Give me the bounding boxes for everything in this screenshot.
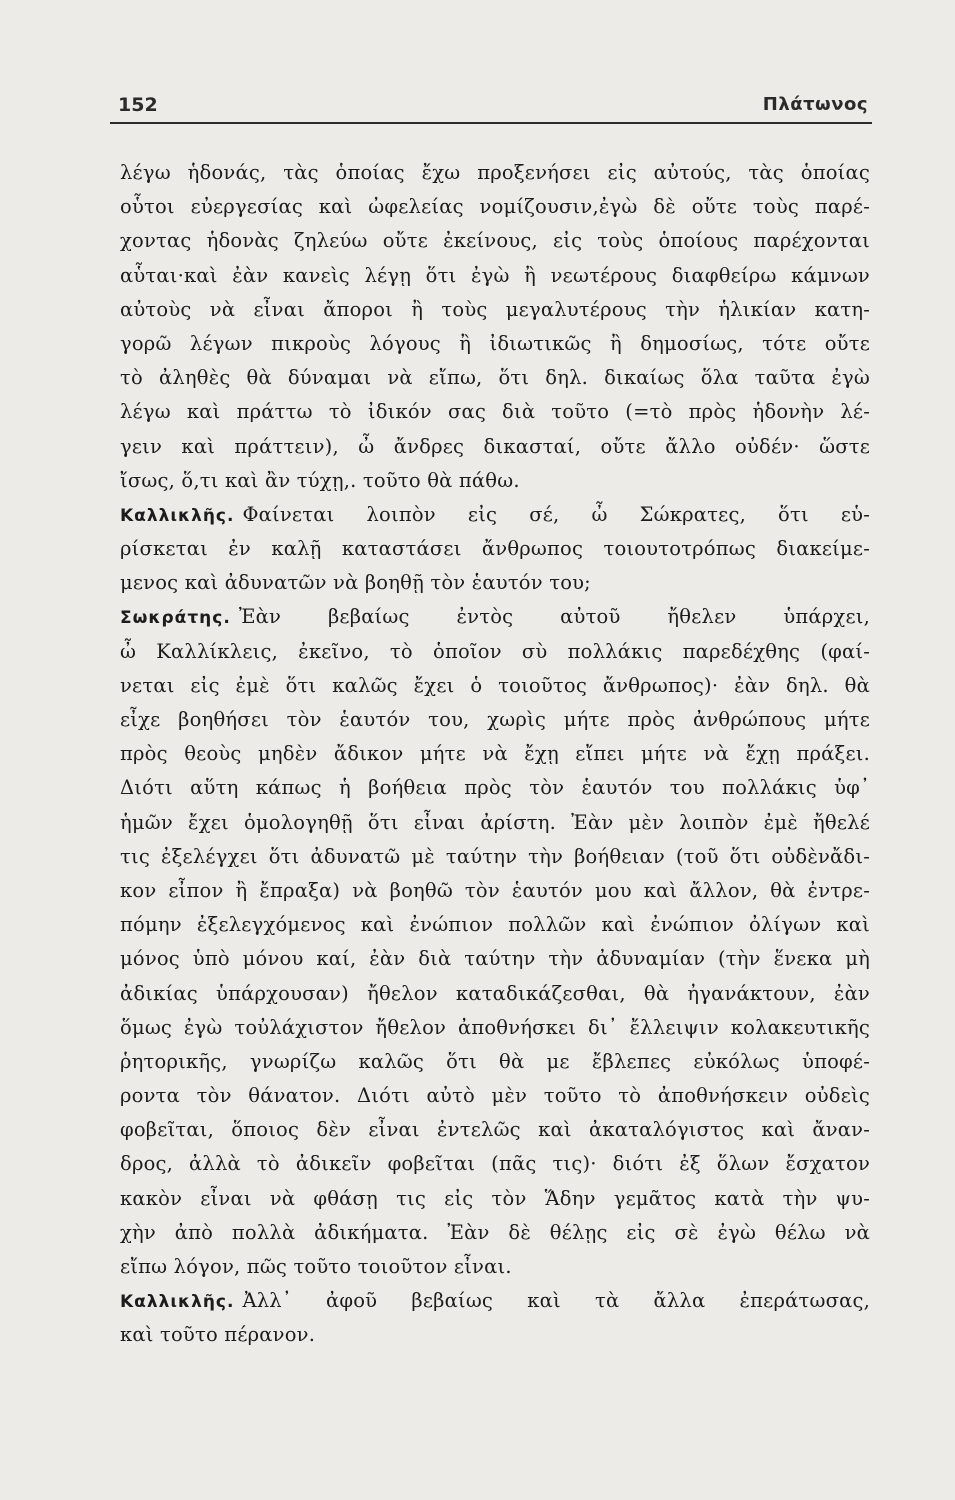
line-text: Ἐὰν βεβαίως ἐντὸς αὐτοῦ ἤθελεν ὑπάρχει, — [238, 605, 870, 629]
body-text — [120, 156, 870, 1353]
text-line — [120, 1011, 870, 1045]
text-line — [120, 977, 870, 1011]
line-text: νεται εἰς ἐμὲ ὅτι καλῶς ἔχει ὁ τοιοῦτος ἄνθρωπος)· ἐὰν δηλ. θὰ — [120, 673, 870, 697]
text-line — [120, 156, 870, 190]
line-text: εἶχε βοηθήσει τὸν ἑαυτόν του, χωρὶς μήτε πρὸς ἀνθρώπους μήτε — [120, 708, 870, 731]
line-text: ἀδικίας ὑπάρχουσαν) ἤθελον καταδικάζεσθαι, θὰ ἠγανάκτουν, ἐὰν — [120, 981, 870, 1005]
text-line — [120, 259, 870, 293]
line-text: ἴσως, ὅ,τι καὶ ἂν τύχῃ,. τοῦτο θὰ πάθω. — [120, 468, 520, 492]
line-text: χοντας ἡδονὰς ζηλεύω οὔτε ἐκείνους, εἰς τοὺς ὁποίους παρέχονται — [120, 229, 870, 253]
page-number: 152 — [118, 94, 158, 116]
line-text: ρίσκεται ἐν καλῇ καταστάσει ἄνθρωπος τοιουτοτρόπως διακείμε- — [120, 537, 870, 561]
line-text: ὦ Καλλίκλεις, ἐκεῖνο, τὸ ὁποῖον σὺ πολλάκις παρεδέχθης (φαί- — [120, 639, 870, 663]
line-text: κον εἶπον ἢ ἔπραξα) νὰ βοηθῶ τὸν ἑαυτόν μου καὶ ἄλλον, θὰ ἐντρε- — [120, 878, 870, 902]
speaker-name: Καλλικλῆς. — [120, 505, 235, 526]
text-line — [120, 600, 870, 634]
text-line — [120, 224, 870, 258]
text-line — [120, 703, 870, 737]
line-text: Διότι αὕτη κάπως ἡ βοήθεια πρὸς τὸν ἑαυτόν του πολλάκις ὑφ᾽ — [120, 776, 870, 800]
line-text: ροντα τὸν θάνατον. Διότι αὐτὸ μὲν τοῦτο τὸ ἀποθνήσκειν οὐδεὶς — [120, 1084, 870, 1108]
text-line — [120, 1284, 870, 1318]
text-line — [120, 1318, 870, 1352]
text-line — [120, 430, 870, 464]
text-line — [120, 806, 870, 840]
text-line — [120, 464, 870, 498]
text-line — [120, 942, 870, 976]
text-line — [120, 190, 870, 224]
running-head: Πλάτωνος — [762, 94, 868, 115]
line-text: ῥητορικῆς, γνωρίζω καλῶς ὅτι θὰ με ἔβλεπες εὐκόλως ὑποφέ- — [120, 1049, 870, 1073]
line-text: λέγω καὶ πράττω τὸ ἰδικόν σας διὰ τοῦτο (=τὸ πρὸς ἡδονὴν λέ- — [120, 400, 870, 424]
text-line — [120, 635, 870, 669]
header-rule — [110, 122, 872, 124]
text-line — [120, 908, 870, 942]
line-text: δρος, ἀλλὰ τὸ ἀδικεῖν φοβεῖται (πᾶς τις)· διότι ἐξ ὅλων ἔσχατον — [120, 1152, 870, 1176]
page-header — [110, 88, 872, 122]
text-line — [120, 874, 870, 908]
line-text: ὅμως ἐγὼ τοὐλάχιστον ἤθελον ἀποθνήσκει δι᾽ ἔλλειψιν κολακευτικῆς — [120, 1015, 870, 1039]
line-text: οὗτοι εὐεργεσίας καὶ ὠφελείας νομίζουσιν,ἐγὼ δὲ οὔτε τοὺς παρέ- — [120, 195, 870, 219]
line-text: τις ἐξελέγχει ὅτι ἀδυνατῶ μὲ ταύτην τὴν βοήθειαν (τοῦ ὅτι οὐδὲνἄδι- — [120, 844, 870, 868]
line-text: λέγω ἡδονάς, τὰς ὁποίας ἔχω προξενήσει εἰς αὐτούς, τὰς ὁποίας — [120, 161, 870, 184]
text-line — [120, 771, 870, 805]
text-line — [120, 532, 870, 566]
line-text: τὸ ἀληθὲς θὰ δύναμαι νὰ εἴπω, ὅτι δηλ. δικαίως ὅλα ταῦτα ἐγὼ — [120, 366, 870, 390]
line-text: πρὸς θεοὺς μηδὲν ἄδικον μήτε νὰ ἔχῃ εἴπει μήτε νὰ ἔχῃ πράξει. — [120, 742, 870, 766]
speaker-name: Καλλικλῆς. — [120, 1292, 235, 1313]
text-line — [120, 498, 870, 532]
text-line — [120, 669, 870, 703]
text-line — [120, 1113, 870, 1147]
line-text: γειν καὶ πράττειν), ὦ ἄνδρες δικασταί, οὔτε ἄλλο οὐδέν· ὥστε — [120, 434, 870, 458]
text-line — [120, 361, 870, 395]
line-text: γορῶ λέγων πικροὺς λόγους ἢ ἰδιωτικῶς ἢ δημοσίως, τότε οὔτε — [120, 331, 870, 355]
speaker-name: Σωκράτης. — [120, 608, 231, 629]
text-line — [120, 1182, 870, 1216]
line-text: χὴν ἀπὸ πολλὰ ἀδικήματα. Ἐὰν δὲ θέλῃς εἰς σὲ ἐγὼ θέλω νὰ — [120, 1220, 870, 1244]
line-text: φοβεῖται, ὅποιος δὲν εἶναι ἐντελῶς καὶ ἀκαταλόγιστος καὶ ἄναν- — [120, 1118, 870, 1142]
line-text: μενος καὶ ἀδυνατῶν νὰ βοηθῇ τὸν ἑαυτόν του; — [120, 571, 591, 595]
text-line — [120, 293, 870, 327]
line-text: αὐτοὺς νὰ εἶναι ἄποροι ἢ τοὺς μεγαλυτέρους τὴν ἡλικίαν κατη- — [120, 297, 870, 321]
text-line — [120, 327, 870, 361]
text-line — [120, 1079, 870, 1113]
text-line — [120, 840, 870, 874]
text-line — [120, 1250, 870, 1284]
text-line — [120, 1216, 870, 1250]
text-line — [120, 395, 870, 429]
line-text: καὶ τοῦτο πέρανον. — [120, 1323, 316, 1347]
text-line — [120, 566, 870, 600]
text-line — [120, 1045, 870, 1079]
line-text: μόνος ὑπὸ μόνου καί, ἐὰν διὰ ταύτην τὴν ἀδυναμίαν (τὴν ἕνεκα μὴ — [120, 947, 870, 971]
text-line — [120, 737, 870, 771]
line-text: αὗται·καὶ ἐὰν κανεὶς λέγῃ ὅτι ἐγὼ ἢ νεωτέρους διαφθείρω κάμνων — [120, 263, 870, 287]
line-text: πόμην ἐξελεγχόμενος καὶ ἐνώπιον πολλῶν καὶ ἐνώπιον ὀλίγων καὶ — [120, 913, 870, 937]
line-text: εἴπω λόγον, πῶς τοῦτο τοιοῦτον εἶναι. — [120, 1255, 512, 1278]
line-text: Φαίνεται λοιπὸν εἰς σέ, ὦ Σώκρατες, ὅτι εὑ- — [242, 502, 870, 526]
line-text: Ἀλλ᾽ ἀφοῦ βεβαίως καὶ τὰ ἄλλα ἐπεράτωσας, — [242, 1289, 870, 1313]
line-text: κακὸν εἶναι νὰ φθάσῃ τις εἰς τὸν Ἅδην γεμᾶτος κατὰ τὴν ψυ- — [120, 1186, 870, 1210]
text-line — [120, 1147, 870, 1181]
line-text: ἡμῶν ἔχει ὁμολογηθῇ ὅτι εἶναι ἀρίστη. Ἐὰν μὲν λοιπὸν ἐμὲ ἤθελέ — [120, 810, 870, 834]
